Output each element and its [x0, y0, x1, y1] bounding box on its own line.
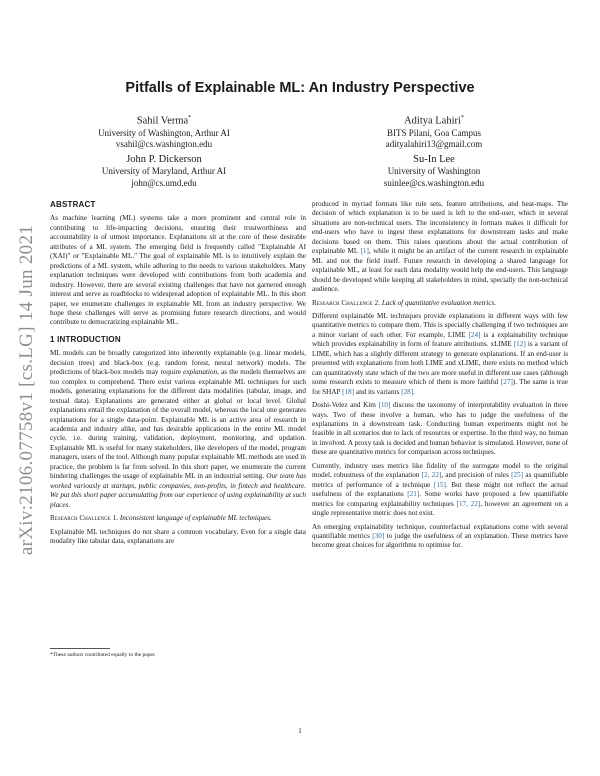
paper-title: Pitfalls of Explainable ML: An Industry Perspective: [125, 80, 475, 96]
citation-link[interactable]: [21]: [407, 490, 420, 499]
introduction-heading: 1 INTRODUCTION: [50, 334, 121, 344]
citation-link[interactable]: [27]: [500, 378, 513, 387]
author-affiliation: BITS Pilani, Goa Campus: [387, 127, 481, 138]
author-email: adityalahiri13@gmail.com: [385, 139, 483, 149]
author-block-4: [334, 153, 534, 189]
industry-metrics-paragraph: Currently, industry uses metrics like fidelity of the surrogate model to the original model, robustness of the explanation [2, 22], and precision of rules [25] as quantifiable metrics of performance of a technique [15]. But these might not reflect the actual usefulness of the explanations [21]. Some works have proposed a few quantifiable metrics for comparing explainability techniques [17, 22], however an agreement on a single representative metric does not exist.: [312, 461, 568, 518]
equal-contribution-mark: *: [188, 115, 192, 121]
arxiv-stamp: [14, 200, 40, 580]
author-email: john@cs.umd.edu: [131, 177, 197, 188]
author-name: Su-In Lee: [413, 154, 455, 165]
author-name: Sahil Verma: [136, 115, 189, 127]
abstract-text: As machine learning (ML) systems take a more prominent and central role in contributing to life-impacting decisions, ensuring their trustworthiness and accountability is of utmost importance. Explanations sit at the core of these desirable attributes of a ML system. The emerging field is frequently called "Explainable AI (XAI)" or "Explainable ML." The goal of explainable ML is to intuitively explain the predictions of a ML system, while adhering to the needs to various stakeholders. Many explanation techniques were developed with contributions from both academia and industry. However, there are several existing challenges that have not garnered enough interest and serve as roadblocks to widespread adoption of explainable ML. In this short paper, we enumerate challenges in explainable ML from an industry perspective. We hope these challenges will serve as promising future research directions, and would contribute to democratizing explainable ML.: [50, 214, 306, 327]
equal-contribution-mark: *: [460, 115, 464, 121]
research-challenge-1: Research Challenge 1. Inconsistent language of explainable ML techniques.: [50, 514, 272, 523]
author-block-3: [64, 153, 264, 189]
challenge-1-text: Explainable ML techniques do not share a common vocabulary. Even for a single data modality like tabular data, explanations are: [50, 527, 306, 545]
citation-link[interactable]: [28]: [401, 387, 414, 396]
citation-link[interactable]: [17, 22]: [456, 499, 481, 508]
taxonomy-paragraph: Doshi-Velez and Kim [10] discuss the taxonomy of interpretability evaluation in three ways. Two of these involve a human, who has to judge the usefulness of the explanations in a downstream task. Conducting human experiments might not be feasible in all scenarios due to lack of resources or expertise. In the third way, no human in involved. A proxy task is decided and human behavior is simulated. However, none of these are quantitative metrics for comparison across techniques.: [312, 401, 568, 457]
counterfactual-paragraph: An emerging explainability technique, counterfactual explanations come with several quantifiable metrics [30] to judge the usefulness of an explanation. These metrics have become great choices for algorithms to optimise for.: [312, 522, 568, 550]
metrics-paragraph: Different explainable ML techniques provide explanations in different ways with few quantitative metrics to compare them. This is specially challenging if two techniques are a minor variant of each other. For example, LIME [24] is a explainability technique which provides explainability in form of feature attributions. xLIME [12] is a variant of LIME, which has a slightly different strategy to generate explanations. If an end-user is presented with explanations from both LIME and xLIME, there exists no method which can quantitatively state which of the two are more useful in different use cases (although some research exists to measure which of them is more faithful [27]). The same is true for SHAP [18] and its variants [28].: [312, 311, 569, 396]
author-email: suinlee@cs.washington.edu: [383, 177, 485, 188]
left-column: [50, 200, 306, 546]
intro-paragraph: ML models can be broadly categorized into inherently explainable (e.g. linear models, decision trees) and black-box (e.g. random forest, neural network) models. The predictions of black-box models may require explanation, as the models themselves are too complex to comprehend. There exist various explainable ML techniques for such models, generating explanations for the different data modalities (tabular, image, and textual data). Explanations are generated either at global or local level. Global explanations entail the explanation of the overall model, whereas the local one generates explanations for a single data-point. Explainable ML is an active area of research in academia and industry alike, and has desirable applications in the entire ML model cycle, i.e. during training, validation, deployment, monitoring, and updation. Explainable ML is useful for many stakeholders, like developers of the model, program managers, users of the tool. Although many popular explainable ML methods are used in practice, the problem is far from solved. In this short paper, we enumerate the current hindering challenges the usage of explainable ML in an industrial setting. Our team has worked variously at startups, public companies, non-profits, in fintech and healthcare. We put this short paper accumulating from our experience of using explainability at such places.: [50, 349, 306, 509]
citation-link[interactable]: [1]: [360, 247, 369, 256]
citation-link[interactable]: [18]: [342, 387, 355, 396]
right-column: [312, 200, 568, 551]
author-email: vsahil@cs.washington.edu: [115, 139, 213, 149]
author-block-2: [334, 112, 534, 151]
citation-link[interactable]: [10]: [378, 401, 391, 410]
arxiv-id: arXiv:2106.07758v1 [cs.LG] 14 Jun 2021: [16, 224, 37, 556]
citation-link[interactable]: [15]: [433, 480, 446, 489]
footnote-rule: [50, 648, 110, 649]
page-number: 1: [298, 727, 302, 735]
citation-link[interactable]: [2, 22]: [421, 471, 442, 480]
citation-link[interactable]: [12]: [513, 340, 526, 349]
challenge-1-continued: produced in myriad formats like rule sets, feature attributions, and heat-maps. The decision of which explanation is to be used is left to the end-user, which in several situations are non-technical users. The inconsistency in formats makes it difficult for end-users who have to ingest these explanations for downstream tasks and make decisions based on them. This raises questions about the actual contribution of explainable ML [1], while it might be an artifact of the current research in explainable ML and not the field itself. Future research in developing a shared language for explainable ML, at least for each data modality would help the end-users. This language should be developed while keeping all stakeholders in mind, specially the non-technical audience.: [312, 200, 568, 294]
author-name: Aditya Lahiri: [404, 115, 461, 127]
author-name: John P. Dickerson: [126, 154, 202, 165]
author-affiliation: University of Washington: [387, 166, 481, 176]
citation-link[interactable]: [30]: [372, 531, 385, 540]
author-block-1: [64, 112, 264, 151]
citation-link[interactable]: [24]: [468, 330, 481, 339]
footnote: *These authors contributed equally to the paper.: [50, 652, 156, 658]
research-challenge-2: Research Challenge 2. Lack of quantitative evaluation metrics.: [312, 298, 497, 307]
author-affiliation: University of Washington, Arthur AI: [98, 127, 230, 138]
citation-link[interactable]: [25]: [511, 471, 524, 480]
author-affiliation: University of Maryland, Arthur AI: [101, 166, 227, 176]
abstract-heading: ABSTRACT: [50, 200, 96, 209]
